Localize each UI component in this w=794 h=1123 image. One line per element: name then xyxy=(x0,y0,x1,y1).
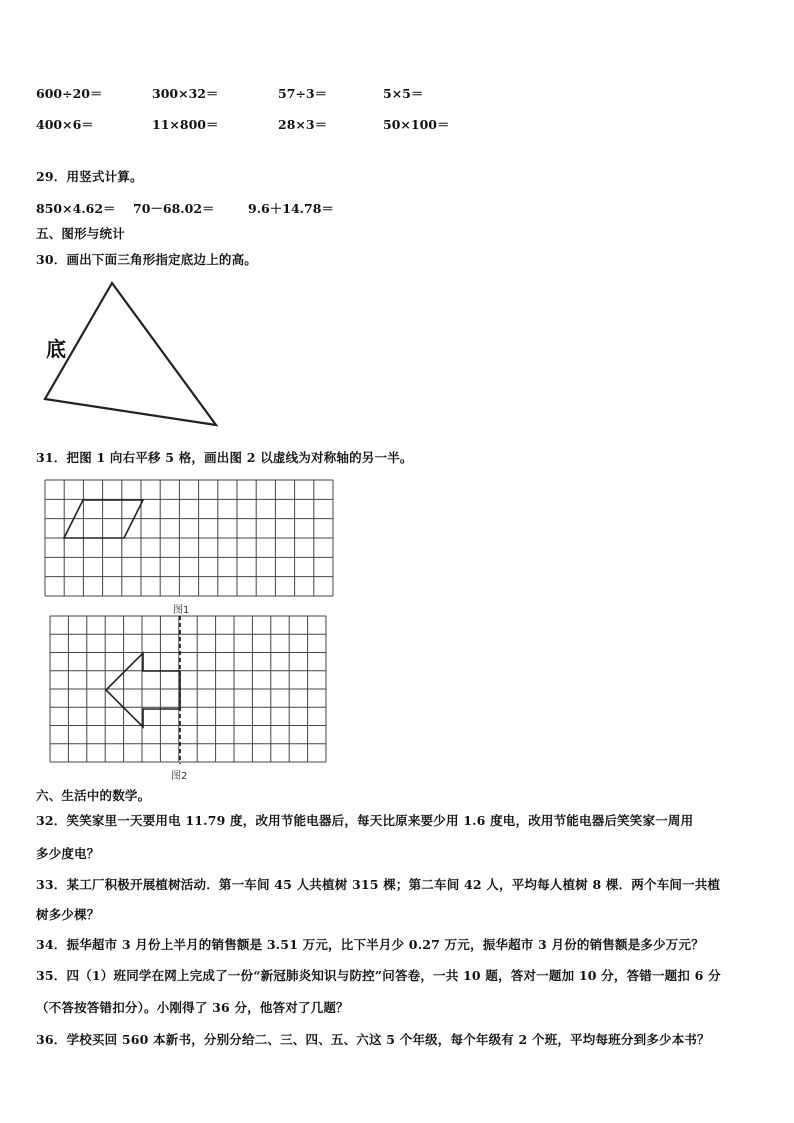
question-32-line-1: 32．笑笑家里一天要用电 11.79 度，改用节能电器后，每天比原来要少用 1.6 度电，改用节能电器后笑笑家一周用 xyxy=(36,813,694,828)
column-calc-item: 9.6＋14.78＝ xyxy=(248,201,334,216)
column-calc-item: 850×4.62＝ xyxy=(36,201,116,216)
calc-item: 300×32＝ xyxy=(152,86,219,101)
question-34: 34．振华超市 3 月份上半月的销售额是 3.51 万元，比下半月少 0.27 万元，振华超市 3 月份的销售额是多少万元？ xyxy=(36,937,704,952)
question-30: 30．画出下面三角形指定底边上的高。 xyxy=(36,252,257,267)
section-heading-6: 六、生活中的数学。 xyxy=(36,788,151,803)
question-33-line-1: 33．某工厂积极开展植树活动．第一车间 45 人共植树 315 棵；第二车间 42 人，平均每人植树 8 棵．两个车间一共植 xyxy=(36,877,721,892)
question-35-line-1: 35．四（1）班同学在网上完成了一份“新冠肺炎知识与防控”问答卷，一共 10 题，答对一题加 10 分，答错一题扣 6 分 xyxy=(36,968,721,983)
figure-2-caption: 图2 xyxy=(171,771,188,782)
question-36: 36．学校买回 560 本新书，分别分给二、三、四、五、六这 5 个年级，每个年级有 2 个班，平均每班分到多少本书？ xyxy=(36,1032,710,1047)
question-33-line-2: 树多少棵？ xyxy=(36,907,100,922)
calc-item: 28×3＝ xyxy=(278,117,328,132)
base-label: 底 xyxy=(46,337,66,361)
calc-item: 5×5＝ xyxy=(383,86,424,101)
calc-item: 400×6＝ xyxy=(36,117,94,132)
arrow-half-shape xyxy=(106,653,180,727)
figure-1-caption: 图1 xyxy=(173,605,190,616)
question-32-line-2: 多少度电？ xyxy=(36,846,100,861)
question-31: 31．把图 1 向右平移 5 格，画出图 2 以虚线为对称轴的另一半。 xyxy=(36,450,413,465)
column-calc-item: 70－68.02＝ xyxy=(133,201,215,216)
calc-item: 57÷3＝ xyxy=(278,86,328,101)
question-35-line-2: （不答按答错扣分）。小刚得了 36 分，他答对了几题？ xyxy=(36,1000,349,1015)
grid-figure-1 xyxy=(45,480,335,598)
section-heading-5: 五、图形与统计 xyxy=(36,226,125,241)
calc-item: 600÷20＝ xyxy=(36,86,103,101)
question-29: 29．用竖式计算。 xyxy=(36,169,143,184)
calc-item: 50×100＝ xyxy=(383,117,450,132)
grid-figure-2 xyxy=(50,616,328,764)
calc-item: 11×800＝ xyxy=(152,117,219,132)
